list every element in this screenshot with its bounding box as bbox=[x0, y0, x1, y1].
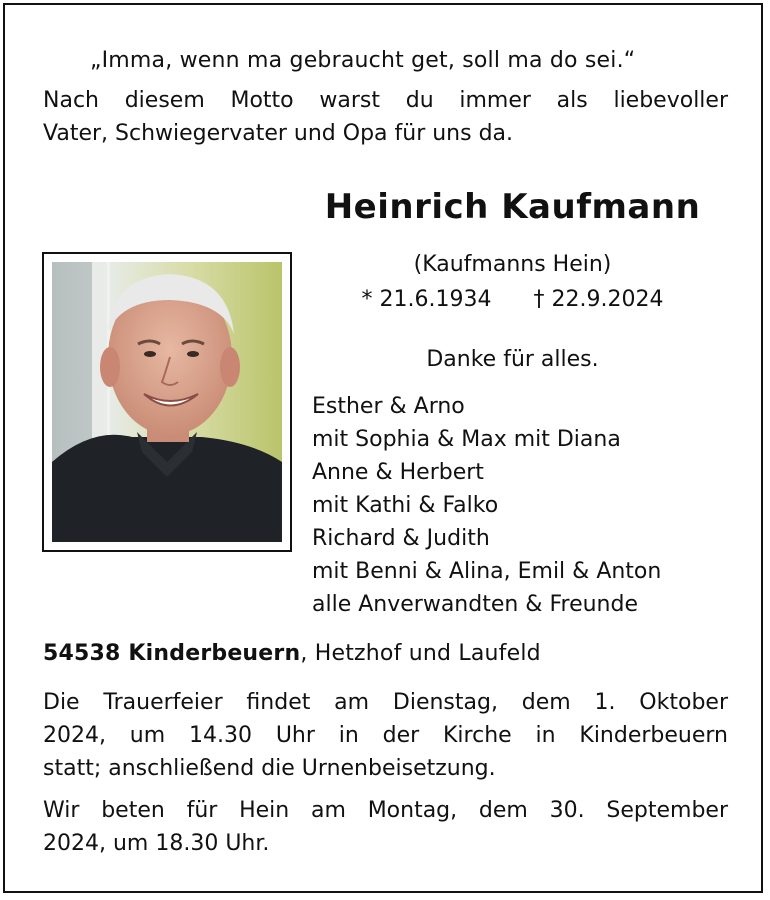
deceased-name: Heinrich Kaufmann bbox=[324, 187, 701, 227]
prayer-line-2: 2024, um 18.30 Uhr. bbox=[43, 831, 270, 856]
family-line: Richard & Judith bbox=[312, 526, 490, 551]
motto-quote: „Imma, wenn ma gebraucht get, soll ma do sei.“ bbox=[90, 48, 636, 73]
family-line: mit Kathi & Falko bbox=[312, 493, 499, 518]
family-line: mit Benni & Alina, Emil & Anton bbox=[312, 559, 662, 584]
intro-line-2: Vater, Schwiegervater und Opa für uns da. bbox=[43, 121, 514, 146]
death-date: † 22.9.2024 bbox=[533, 287, 664, 312]
location-rest: , Hetzhof und Laufeld bbox=[300, 641, 541, 666]
prayer-line-1: Wir beten für Hein am Montag, dem 30. September bbox=[43, 798, 728, 823]
family-line: mit Sophia & Max mit Diana bbox=[312, 427, 621, 452]
life-dates bbox=[300, 287, 725, 312]
service-line-3: statt; anschließend die Urnenbeisetzung. bbox=[43, 756, 496, 781]
service-line-1: Die Trauerfeier findet am Dienstag, dem 1. Oktober bbox=[43, 690, 728, 715]
family-line: Esther & Arno bbox=[312, 394, 465, 419]
intro-line-1: Nach diesem Motto warst du immer als liebevoller bbox=[43, 88, 728, 113]
portrait-photo bbox=[52, 262, 282, 542]
service-line-2: 2024, um 14.30 Uhr in der Kirche in Kinderbeuern bbox=[43, 723, 728, 748]
location-place: 54538 Kinderbeuern bbox=[43, 641, 301, 666]
family-line: Anne & Herbert bbox=[312, 460, 484, 485]
birth-date: * 21.6.1934 bbox=[361, 287, 492, 312]
thanks-line: Danke für alles. bbox=[426, 347, 599, 372]
family-line: alle Anverwandten & Freunde bbox=[312, 592, 638, 617]
location-line bbox=[43, 637, 541, 670]
deceased-nickname: (Kaufmanns Hein) bbox=[413, 252, 612, 277]
portrait-frame bbox=[42, 252, 292, 552]
